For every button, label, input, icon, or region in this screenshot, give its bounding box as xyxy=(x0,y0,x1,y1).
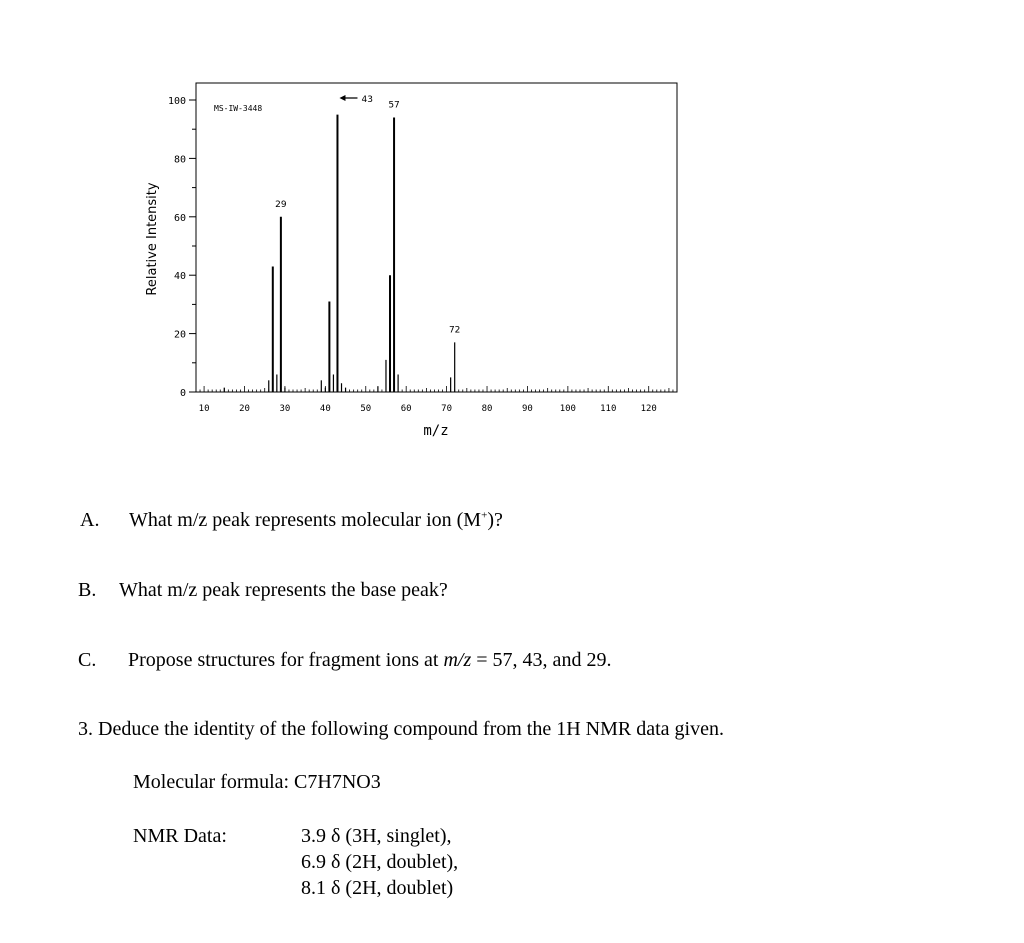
y-tick-label: 80 xyxy=(173,154,186,166)
question-a-letter: A. xyxy=(80,509,100,531)
x-tick-label: 100 xyxy=(559,404,576,414)
peak-label-29: 29 xyxy=(275,199,287,210)
chart-ticks xyxy=(168,96,677,414)
x-tick-label: 60 xyxy=(400,404,412,414)
x-tick-label: 10 xyxy=(198,404,210,414)
question-a-text-wrap xyxy=(129,509,503,532)
x-tick-label: 80 xyxy=(481,404,493,414)
spectrum-id-label: MS-IW-3448 xyxy=(214,104,263,113)
peak-label-72: 72 xyxy=(448,325,461,336)
x-tick-label: 90 xyxy=(522,404,533,414)
peak-label-43: 43 xyxy=(361,95,373,105)
problem-3-prompt: 3. Deduce the identity of the following compound from the 1H NMR data given. xyxy=(78,718,724,740)
chart-annotations xyxy=(275,95,460,335)
question-c-letter: C. xyxy=(78,649,97,671)
question-a-tail: )? xyxy=(487,509,503,531)
x-tick-label: 50 xyxy=(360,404,372,414)
plot-frame xyxy=(196,83,677,392)
chart-peaks xyxy=(224,115,454,392)
mass-spectrum-chart xyxy=(0,0,1024,470)
nmr-line-1: 3.9 δ (3H, singlet), xyxy=(301,825,452,847)
x-tick-label: 20 xyxy=(239,404,250,414)
y-tick-label: 40 xyxy=(173,271,186,283)
peak-label-57: 57 xyxy=(388,100,400,111)
x-tick-label: 110 xyxy=(600,404,617,414)
x-tick-label: 40 xyxy=(319,404,331,414)
question-b-letter: B. xyxy=(78,579,97,601)
x-tick-label: 120 xyxy=(640,404,657,414)
y-tick-label: 100 xyxy=(167,96,186,107)
peak-arrowhead-43 xyxy=(339,95,345,101)
y-axis-label: Relative Intensity xyxy=(145,182,160,296)
question-a-sup: + xyxy=(481,509,488,522)
molecular-formula: Molecular formula: C7H7NO3 xyxy=(133,771,381,793)
y-tick-label: 60 xyxy=(173,212,186,224)
y-tick-label: 20 xyxy=(173,329,186,341)
question-a-text: What m/z peak represents molecular ion (M xyxy=(129,509,482,531)
chart-axes xyxy=(196,83,677,392)
x-axis-label: m/z xyxy=(423,423,449,439)
x-tick-label: 30 xyxy=(279,404,291,414)
question-c-text-before: Propose structures for fragment ions at xyxy=(128,649,444,671)
question-b-text: What m/z peak represents the base peak? xyxy=(119,579,448,601)
question-c-italic: m/z xyxy=(443,649,472,671)
nmr-label: NMR Data: xyxy=(133,825,227,847)
question-c-text-wrap xyxy=(128,649,611,672)
nmr-line-2: 6.9 δ (2H, doublet), xyxy=(301,851,459,873)
x-tick-label: 70 xyxy=(441,404,453,414)
question-c-text-after: = 57, 43, and 29. xyxy=(471,649,612,671)
y-tick-label: 0 xyxy=(179,388,186,399)
nmr-line-3: 8.1 δ (2H, doublet) xyxy=(301,877,454,899)
